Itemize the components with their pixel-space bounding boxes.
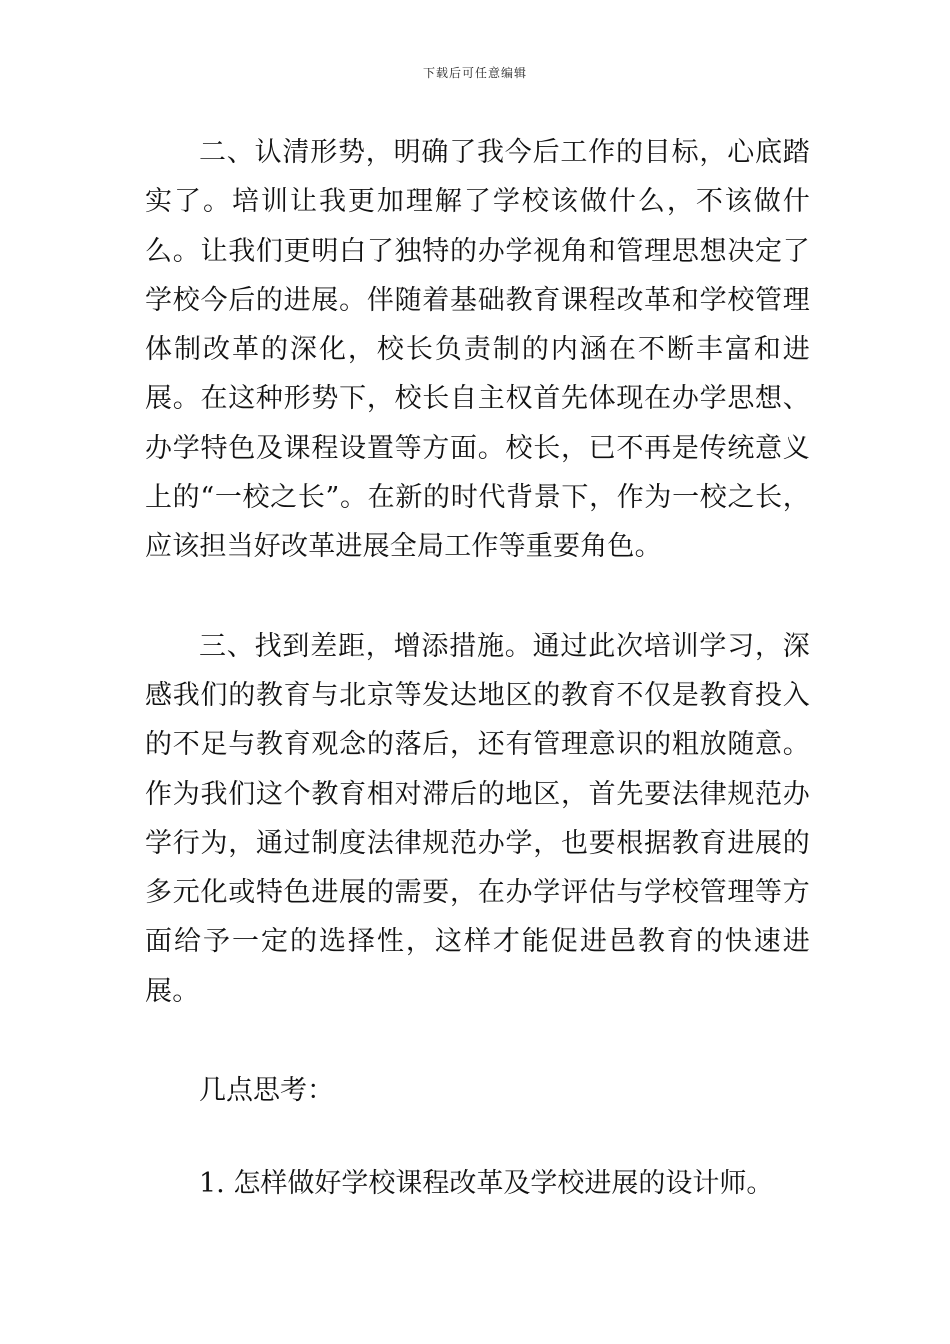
paragraph-spacer bbox=[145, 1115, 810, 1159]
document-body bbox=[145, 128, 810, 1208]
paragraph-section-3: 三、找到差距，增添措施。通过此次培训学习，深感我们的教育与北京等发达地区的教育不仅是教育投入的不足与教育观念的落后，还有管理意识的粗放随意。作为我们这个教育相对滞后的地区，首先要法律规范办学行为，通过制度法律规范办学，也要根据教育进展的多元化或特色进展的需要，在办学评估与学校管理等方面给予一定的选择性，这样才能促进邑教育的快速进展。 bbox=[145, 630, 810, 1007]
thoughts-heading: 几点思考： bbox=[199, 1075, 334, 1107]
paragraph-spacer bbox=[145, 572, 810, 622]
paragraph-section-2: 二、认清形势，明确了我今后工作的目标，心底踏实了。培训让我更加理解了学校该做什么，不该做什么。让我们更明白了独特的办学视角和管理思想决定了学校今后的进展。伴随着基础教育课程改革和学校管理体制改革的深化，校长负责制的内涵在不断丰富和进展。在这种形势下，校长自主权首先体现在办学思想、办学特色及课程设置等方面。校长，已不再是传统意义上的“一校之长”。在新的时代背景下，作为一校之长，应该担当好改革进展全局工作等重要角色。 bbox=[145, 137, 810, 563]
thought-item-1: 1. 怎样做好学校课程改革及学校进展的设计师。 bbox=[199, 1168, 774, 1200]
header-note: 下载后可任意编辑 bbox=[422, 66, 527, 80]
paragraph-spacer bbox=[145, 1016, 810, 1066]
